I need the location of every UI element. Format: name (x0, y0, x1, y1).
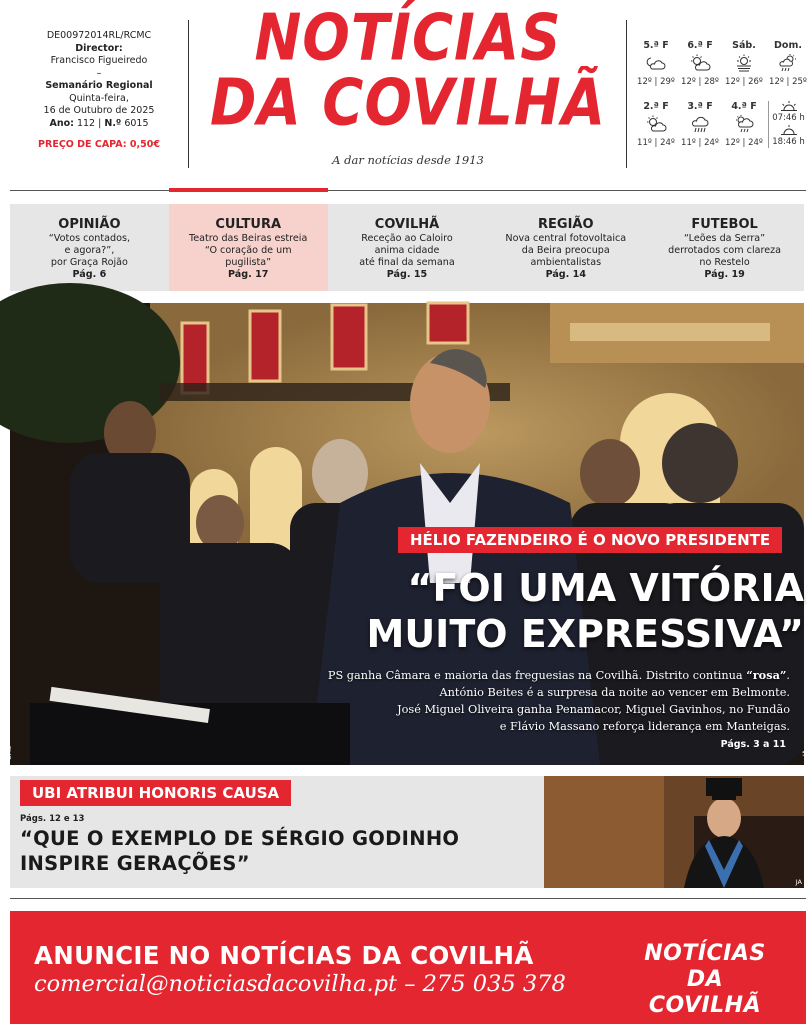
masthead-divider-left (188, 20, 189, 168)
secondary-photo-credit: JA (795, 878, 802, 886)
cover-price: PREÇO DE CAPA: 0,50€ (38, 139, 160, 150)
weather-day (724, 40, 764, 87)
weather-temps: 11º | 24º (681, 138, 719, 148)
number-label: N.º (104, 117, 122, 129)
section-title: OPINIÃO (58, 217, 121, 232)
section-page: Pág. 6 (72, 269, 107, 280)
partly-cloudy-night-icon (636, 51, 676, 75)
section-line: Nova central fotovoltaica (505, 233, 627, 244)
sun-haze-icon (724, 51, 764, 75)
sun-rain-icon (768, 51, 808, 75)
weather-day (768, 40, 808, 87)
main-dek (260, 667, 790, 735)
main-headline-line-1: “FOI UMA VITÓRIA (407, 566, 804, 610)
weather-temps: 12º | 24º (725, 138, 763, 148)
main-story[interactable] (5, 303, 809, 765)
active-section-indicator (169, 188, 328, 192)
sun-times (768, 101, 808, 148)
director-name: Francisco Figueiredo (50, 55, 148, 66)
section-page: Pág. 17 (227, 269, 269, 280)
sunrise-icon (769, 101, 808, 113)
section-teasers (10, 204, 804, 291)
weather-temps: 11º | 24º (637, 138, 675, 148)
weather-day (724, 101, 764, 148)
meta-dash: – (96, 67, 102, 79)
section-line: da Beira preocupa (521, 245, 610, 256)
honoris-causa-photo (544, 776, 804, 888)
director-label: Director: (75, 42, 123, 54)
logo-line-2: DA COVILHÃ (209, 66, 607, 141)
frequency: Semanário Regional (45, 80, 153, 91)
issue-date: 16 de Outubro de 2025 (43, 105, 155, 116)
dek-period: . (786, 669, 790, 682)
section-line: até final da semana (359, 257, 455, 268)
secondary-story[interactable] (10, 776, 804, 888)
partly-cloudy-icon (680, 51, 720, 75)
secondary-headline-line-2: INSPIRE GERAÇÕES” (20, 852, 250, 875)
weather-day-name: 5.ª F (643, 40, 669, 51)
section-line: derrotados com clareza (668, 245, 782, 256)
registry-code: DE00972014RL/RCMC (46, 30, 152, 41)
section-line: anima cidade (374, 245, 440, 256)
section-line: ambientalistas (530, 257, 602, 268)
sunset-icon (769, 125, 808, 137)
number-value: 6015 (124, 117, 149, 129)
secondary-pages: Págs. 12 e 13 (20, 814, 85, 824)
weather-temps: 12º | 29º (637, 77, 675, 87)
meta-sep: | (98, 117, 102, 129)
dek-line: e Flávio Massano reforça liderança em Manteigas. (499, 720, 790, 733)
section-line: por Graça Rojão (50, 257, 128, 268)
weather-row-1 (636, 40, 808, 87)
section-title: COVILHÃ (374, 217, 440, 232)
secondary-kicker: UBI ATRIBUI HONORIS CAUSA (20, 780, 291, 806)
honoree-photo-illustration (544, 776, 804, 888)
ad-logo-line-2: DA COVILHÃ (648, 967, 762, 1018)
section-line: Receção ao Caloiro (361, 233, 453, 244)
sunset-time: 18:46 h (772, 137, 805, 147)
weather-day-name: 2.ª F (643, 101, 669, 112)
year-label: Ano: (49, 117, 74, 129)
weather-temps: 12º | 28º (681, 77, 719, 87)
dek-line: António Beites é a surpresa da noite ao vencer em Belmonte. (439, 686, 790, 699)
ad-logo (630, 941, 780, 1019)
masthead-divider-right (626, 20, 627, 168)
issue-meta (10, 30, 188, 152)
footer-rule (10, 898, 806, 899)
main-headline[interactable] (336, 565, 804, 657)
section-page: Pág. 15 (386, 269, 428, 280)
secondary-headline-line-1: “QUE O EXEMPLO DE SÉRGIO GODINHO (20, 827, 460, 850)
section-covilha[interactable] (328, 204, 487, 291)
secondary-headline[interactable] (20, 826, 540, 876)
section-line: no Restelo (699, 257, 750, 268)
weather-day-name: Dom. (774, 40, 802, 51)
section-title: REGIÃO (538, 217, 594, 232)
section-line: “Votos contados, (48, 233, 130, 244)
section-opiniao[interactable] (10, 204, 169, 291)
dek-line: José Miguel Oliveira ganha Penamacor, Miguel Gavinhos, no Fundão (397, 703, 790, 716)
main-kicker: HÉLIO FAZENDEIRO É O NOVO PRESIDENTE (398, 527, 782, 553)
section-line: e agora?”, (64, 245, 115, 256)
sunrise-time: 07:46 h (772, 113, 805, 123)
section-line: pugilista” (225, 257, 272, 268)
tagline: A dar notícias desde 1913 (332, 153, 484, 167)
section-title: FUTEBOL (691, 217, 758, 232)
section-cultura[interactable] (169, 204, 328, 291)
weather-day (636, 40, 676, 87)
logo-line-1: NOTÍCIAS (254, 1, 562, 76)
weather-day (680, 101, 720, 148)
weather-day-name: 6.ª F (687, 40, 713, 51)
weather-day (680, 40, 720, 87)
weather-temps: 12º | 25º (769, 77, 807, 87)
section-line: “O coração de um (204, 245, 292, 256)
ad-title: ANUNCIE NO NOTÍCIAS DA COVILHÃ (34, 941, 534, 970)
sun-cloud-rain-icon (724, 112, 764, 136)
sun-cloud-icon (636, 112, 676, 136)
advertise-banner[interactable] (10, 911, 806, 1024)
weather-day-name: 3.ª F (687, 101, 713, 112)
main-story-pages[interactable]: Págs. 3 a 11 (720, 739, 786, 750)
photo-credit-right: JA (800, 749, 809, 757)
section-line: Teatro das Beiras estreia (189, 233, 308, 244)
newspaper-logo[interactable] (190, 1, 626, 141)
weather-temps: 12º | 26º (725, 77, 763, 87)
weather-row-2 (636, 101, 808, 148)
weather-day (636, 101, 676, 148)
year-value: 112 (76, 117, 96, 129)
section-page: Pág. 19 (704, 269, 745, 280)
photo-credit-left: CMS (5, 745, 14, 761)
dek-line (260, 667, 790, 684)
ad-contact[interactable]: comercial@noticiasdacovilha.pt – 275 035 378 (34, 971, 566, 997)
weekday: Quinta-feira, (69, 92, 129, 104)
section-line: “Leões da Serra” (684, 233, 766, 244)
dek-emphasis: “rosa” (746, 668, 787, 682)
weather-day-name: Sáb. (732, 40, 756, 51)
section-page: Pág. 14 (545, 269, 587, 280)
section-title: CULTURA (215, 217, 282, 232)
year-number (10, 118, 188, 131)
weather-day-name: 4.ª F (731, 101, 757, 112)
dek-text: PS ganha Câmara e maioria das freguesias na Covilhã. Distrito continua (327, 669, 747, 682)
main-headline-line-2: MUITO EXPRESSIVA” (366, 612, 804, 656)
masthead-rule (10, 190, 806, 191)
weather-forecast (636, 40, 808, 148)
section-futebol[interactable] (645, 204, 804, 291)
section-regiao[interactable] (486, 204, 645, 291)
ad-logo-line-1: NOTÍCIAS (644, 941, 766, 966)
cloud-rain-icon (680, 112, 720, 136)
